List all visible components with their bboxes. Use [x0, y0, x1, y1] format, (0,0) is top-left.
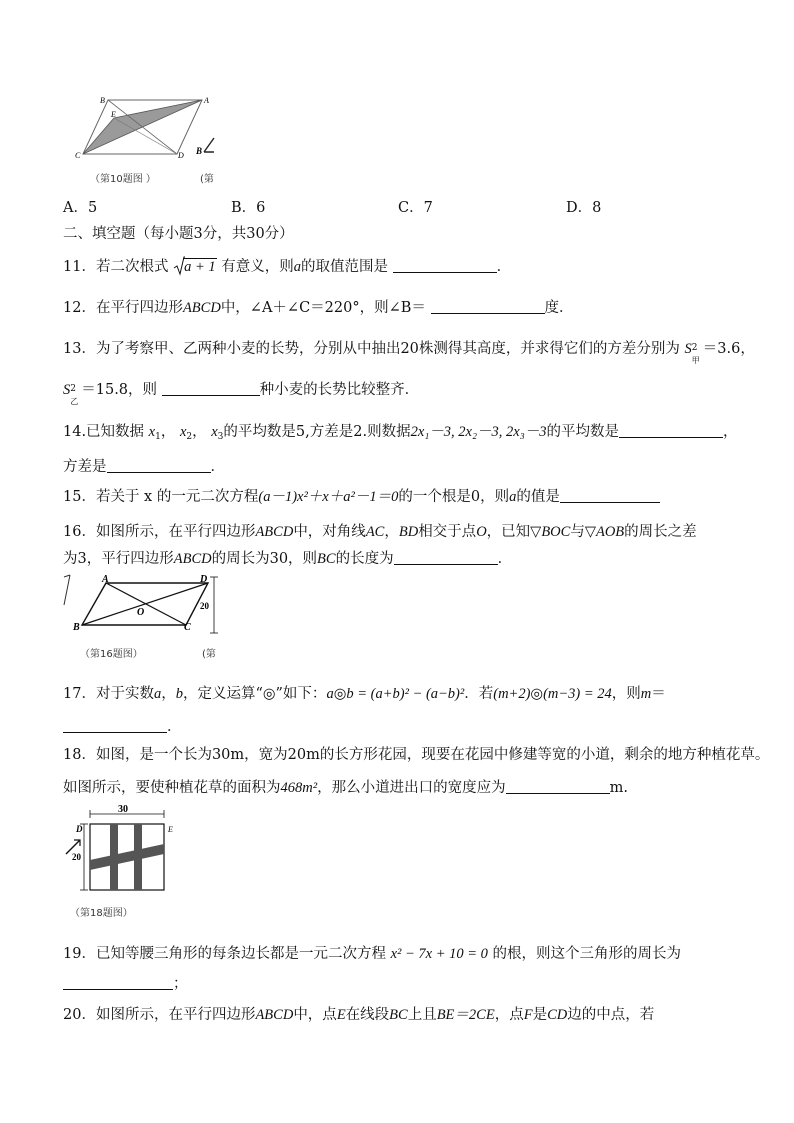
q16-text-f: 与: [570, 524, 585, 540]
q14-end: ，: [723, 424, 738, 440]
q11-text: 11．若二次根式: [63, 259, 169, 275]
label-a: A: [204, 96, 209, 105]
q18-area: 468m²: [280, 780, 318, 796]
garden-diagram-q18: [62, 802, 192, 897]
figure-q16: [62, 573, 232, 663]
question-18-line2: [63, 776, 628, 797]
question-14-line2: [63, 455, 225, 476]
q20-be: BE＝2CE: [436, 1007, 495, 1023]
q13-s-jia: S: [684, 341, 692, 357]
caption-q16: （第16题图）: [80, 649, 143, 660]
q16-text-g: 的周长之差: [624, 524, 697, 540]
q16-line2-a: 为3，平行四边形: [63, 551, 174, 567]
q16-name-2: ABCD: [173, 551, 212, 567]
question-13-line2: [63, 378, 420, 406]
q14-line2: 方差是: [63, 459, 107, 475]
answer-blank-13[interactable]: [162, 381, 260, 396]
q18-unit: m.: [609, 780, 628, 796]
q18-text-b: ，那么小道进出口的宽度应为: [317, 780, 506, 796]
q15-text-post: 的值是: [516, 489, 560, 505]
question-11: [63, 255, 511, 276]
answer-blank-11[interactable]: [393, 258, 497, 273]
q20-text-mid4: ，点: [494, 1007, 524, 1023]
q13-sub-yi: 乙: [70, 397, 79, 406]
q20-text-mid: 中，点: [293, 1007, 337, 1023]
answer-blank-19[interactable]: [63, 975, 173, 990]
label-b: B: [100, 96, 105, 105]
q12-text-mid: 中，∠A＋∠C＝220°，则∠B＝: [220, 300, 426, 316]
question-15: [63, 485, 660, 506]
answer-blank-12[interactable]: [431, 299, 545, 314]
caption-q16-cut: (第: [202, 649, 216, 660]
q20-text-mid5: 是: [532, 1007, 548, 1023]
label-b: B: [73, 622, 80, 633]
label-30: 30: [118, 804, 128, 815]
answer-blank-15[interactable]: [560, 488, 660, 503]
option-a: A．5: [63, 200, 98, 216]
q16-end: ．: [497, 551, 513, 567]
question-13-line1: [63, 337, 755, 365]
q17-text-mid3: ，则: [611, 686, 641, 702]
q17-equals: ＝: [651, 686, 666, 702]
q14-x3: x: [211, 424, 218, 440]
q14-sub1: 1: [155, 432, 161, 442]
q17-a: a: [153, 686, 162, 702]
q14-sub3: 3: [217, 432, 224, 442]
label-c: C: [184, 622, 191, 633]
q16-bd: BD: [398, 524, 419, 540]
answer-blank-17[interactable]: [63, 718, 167, 733]
label-a: A: [102, 574, 109, 585]
q15-equation: (a－1)x²＋x＋a²－1＝0: [258, 489, 399, 505]
q11-text-post: 的取值范围是: [300, 259, 388, 275]
q14-sub2: 2: [186, 432, 193, 442]
question-19-line1: [63, 942, 681, 963]
sqrt-expression: [173, 259, 217, 276]
q16-line2-c: 的长度为: [335, 551, 394, 567]
q14-text-mid: 的平均数是5,方差是2.则数据: [223, 424, 411, 440]
q14-text-mid2: 的平均数是: [546, 424, 620, 440]
q12-text: 12．在平行四边形: [63, 300, 183, 316]
q16-text-e: ，已知: [486, 524, 531, 540]
q13-s-jia-val: ＝3.6，: [702, 341, 755, 357]
q19-text: 19．已知等腰三角形的每条边长都是一元二次方程: [63, 946, 386, 962]
section-heading: 二、填空题（每小题3分，共30分）: [63, 226, 294, 242]
question-17-line2: [63, 715, 182, 736]
q20-cd: CD: [547, 1007, 568, 1023]
q17-equation: (m+2)◎(m−3) = 24: [493, 686, 612, 702]
label-b2: B: [196, 146, 203, 156]
figure-q10: [70, 92, 220, 185]
question-14-line1: 14.已知数据 $x_1$， $x_2$， $x_3$的平均数是5,方差是2.则数据2x₁－3, 2x₂－3, 2x₃－3的平均数是 ，: [63, 424, 738, 442]
q19-text-mid: 的根，则这个三角形的周长为: [492, 946, 681, 962]
q17-text-mid: ，定义运算“◎”如下：: [182, 686, 327, 702]
answer-blank-14a[interactable]: [619, 423, 723, 438]
q20-text-mid2: 在线段: [345, 1007, 390, 1023]
q14-x2: x: [179, 424, 187, 440]
question-20: [63, 1003, 654, 1024]
sqrt-icon: [173, 256, 185, 276]
q20-e: E: [336, 1007, 346, 1023]
q20-text-mid3: 上且: [407, 1007, 437, 1023]
q16-bc: BC: [317, 551, 336, 567]
q16-text-b: 中，对角线: [293, 524, 366, 540]
label-e: E: [168, 825, 173, 834]
q16-name: ABCD: [255, 524, 294, 540]
q13-end: 种小麦的长势比较整齐．: [259, 382, 420, 398]
q14-line2-end: ．: [210, 459, 225, 475]
label-c: C: [75, 151, 81, 160]
option-c: C．7: [398, 200, 433, 216]
question-16-line2: [63, 547, 512, 568]
q14-x1: x: [148, 424, 156, 440]
option-b: B．6: [231, 200, 266, 216]
parallelogram-diagram-q16: [62, 573, 232, 643]
question-18-line1: 18．如图，是一个长为30m，宽为20m的长方形花园，现要在花园中修建等宽的小道，剩余的地方种植花草。: [63, 747, 770, 763]
label-d: D: [76, 824, 83, 834]
q17-b: b: [175, 686, 183, 702]
answer-blank-18[interactable]: [506, 779, 610, 794]
q20-end: 边的中点，若: [567, 1007, 655, 1023]
q16-line2-b: 的周长为30，则: [211, 551, 318, 567]
q20-bc: BC: [389, 1007, 408, 1023]
question-12: [63, 296, 574, 317]
option-d: D．8: [566, 200, 602, 216]
q19-end: ；: [173, 976, 188, 992]
q14-expression: 2x₁－3, 2x₂－3, 2x₃－3: [410, 424, 547, 440]
q20-text: 20．如图所示，在平行四边形: [63, 1007, 256, 1023]
q13-text: 13．为了考察甲、乙两种小麦的长势，分别从中抽出20株测得其高度，并求得它们的方差分别为: [63, 341, 680, 357]
q16-o: O: [476, 524, 487, 540]
q17-text: 17．对于实数: [63, 686, 154, 702]
q16-text-a: 16．如图所示，在平行四边形: [63, 524, 256, 540]
q17-m: m: [640, 686, 652, 702]
label-20: 20: [200, 601, 209, 611]
q15-text-mid: 的一个根是0，则: [398, 489, 510, 505]
label-d: D: [200, 574, 208, 585]
q19-equation: x² − 7x + 10 = 0: [390, 946, 488, 962]
parallelogram-diagram-q10: [70, 92, 220, 182]
q14-text: 14.已知数据: [63, 424, 145, 440]
q17-text-mid2: ．若: [464, 686, 494, 702]
question-17-line1: [63, 682, 666, 703]
q15-text: 15．若关于 x 的一元二次方程: [63, 489, 259, 505]
label-o: O: [137, 607, 145, 618]
q15-var: a: [509, 489, 517, 505]
q18-text: 如图所示，要使种植花草的面积为: [63, 780, 281, 796]
q17-definition: a◎b = (a+b)² − (a−b)²: [326, 686, 465, 702]
q13-sup-1: 2: [691, 343, 698, 353]
q13-sub-jia: 甲: [691, 356, 700, 365]
q13-s-yi-val: ＝15.8，则: [81, 382, 158, 398]
q11-var: a: [293, 259, 301, 275]
caption-q10-cut: (第: [200, 174, 214, 185]
caption-q10: （第10题图 ）: [90, 174, 156, 185]
q13-s-yi: S: [63, 382, 71, 398]
q17-end: ．: [167, 719, 182, 735]
answer-blank-16[interactable]: [394, 550, 498, 565]
q16-text-d: 相交于点: [418, 524, 477, 540]
figure-q18: [62, 802, 192, 917]
label-d: D: [178, 151, 184, 160]
q16-ac: AC: [365, 524, 385, 540]
q16-text-c: ，: [384, 524, 399, 540]
answer-blank-14b[interactable]: [107, 458, 211, 473]
radicand: a + 1: [184, 259, 216, 275]
q12-end: 度．: [544, 300, 574, 316]
label-20: 20: [72, 852, 81, 862]
caption-q18: （第18题图）: [70, 908, 133, 919]
q12-name: ABCD: [182, 300, 221, 316]
q20-name: ABCD: [255, 1007, 294, 1023]
label-e: E: [111, 110, 116, 119]
q17-comma: ，: [161, 686, 176, 702]
q16-triangle-1: ▽BOC: [530, 524, 571, 540]
q16-triangle-2: ▽AOB: [584, 524, 625, 540]
q20-f: F: [523, 1007, 533, 1023]
q11-text-mid: 有意义，则: [221, 259, 294, 275]
q13-sup-2: 2: [70, 384, 76, 394]
q11-end: ．: [496, 259, 512, 275]
question-16-line1: [63, 520, 697, 541]
question-19-line2: [63, 972, 188, 993]
